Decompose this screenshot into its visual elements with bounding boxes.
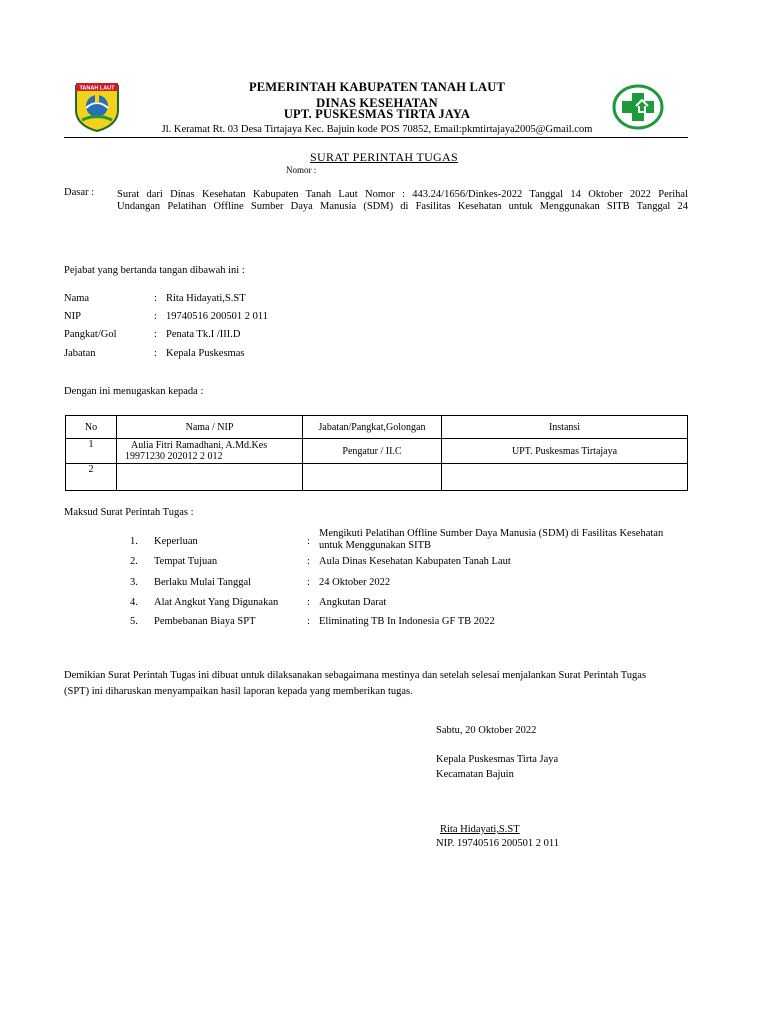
dasar-line-2: Undangan Pelatihan Offline Sumber Daya Manusia (SDM) di Fasilitas Kesehatan untuk Menggunakan SITB Tanggal 24 [117,201,688,212]
table-row [66,464,688,491]
nip-colon: : [154,311,157,322]
header-puskesmas: UPT. PUSKESMAS TIRTA JAYA [283,107,471,121]
row-nama-nip [117,439,303,464]
maksud-colon: : [307,616,310,627]
nama-colon: : [154,293,157,304]
signature-district: Kecamatan Bajuin [436,769,514,780]
row-jabatan: Pengatur / II.C [303,439,442,464]
maksud-num: 3. [130,577,138,588]
header-divider [64,137,688,138]
maksud-label: Pembebanan Biaya SPT [154,616,256,627]
maksud-title: Maksud Surat Perintah Tugas : [64,507,194,518]
row-no: 1 [66,439,117,464]
closing-paragraph: Demikian Surat Perintah Tugas ini dibuat untuk dilaksanakan sebagaimana mestinya dan setelah selesai menjalankan Surat Perintah Tugas (SPT) ini diharuskan menyampaikan hasil laporan kepada yang memberikan tugas. [64,670,647,697]
table-header-row [66,416,688,439]
row-nama: Aulia Fitri Ramadhani, A.Md.Kes [131,440,268,451]
assignee-table [65,415,688,491]
row-instansi: UPT. Puskesmas Tirtajaya [442,439,688,464]
jabatan-colon: : [154,348,157,359]
pangkat-colon: : [154,329,157,340]
maksud-num: 2. [130,556,138,567]
signature-nip: NIP. 19740516 200501 2 011 [436,838,559,849]
pangkat-value: Penata Tk.I /III.D [166,329,241,340]
row-nama-nip [117,464,303,491]
nama-label: Nama [64,293,90,304]
row-instansi [442,464,688,491]
document-title: SURAT PERINTAH TUGAS [310,150,458,164]
signature-date: Sabtu, 20 Oktober 2022 [436,725,537,736]
jabatan-value: Kepala Puskesmas [166,348,245,359]
signature-name: Rita Hidayati,S.ST [440,824,520,835]
maksud-label: Berlaku Mulai Tanggal [154,577,252,588]
menugaskan-intro: Dengan ini menugaskan kepada : [64,386,204,397]
header-government: PEMERINTAH KABUPATEN TANAH LAUT [248,80,506,94]
row-no: 2 [66,464,117,491]
maksud-colon: : [307,556,310,567]
maksud-value: Mengikuti Pelatihan Offline Sumber Daya Manusia (SDM) di Fasilitas Kesehatan untuk Menggunakan SITB [319,528,664,551]
pangkat-label: Pangkat/Gol [64,329,117,340]
dasar-label: Dasar : [64,187,95,198]
table-row [66,439,688,464]
header-dinas: DINAS KESEHATAN [316,96,438,110]
maksud-label: Keperluan [154,536,198,547]
maksud-num: 5. [130,616,138,627]
maksud-label: Tempat Tujuan [154,556,218,567]
dasar-line-1: Surat dari Dinas Kesehatan Kabupaten Tanah Laut Nomor : 443.24/1656/Dinkes-2022 Tanggal 14 Oktober 2022 Perihal [117,189,688,200]
jabatan-label: Jabatan [64,348,96,359]
maksud-colon: : [307,577,310,588]
maksud-colon: : [307,597,310,608]
document-number-label: Nomor : [286,165,317,175]
header-instansi: Instansi [442,416,688,439]
pejabat-intro: Pejabat yang bertanda tangan dibawah ini : [64,265,245,276]
maksud-num: 1. [130,536,138,547]
signature-position: Kepala Puskesmas Tirta Jaya [436,754,559,765]
maksud-colon: : [307,536,310,547]
maksud-label: Alat Angkut Yang Digunakan [154,597,279,608]
header-address: Jl. Keramat Rt. 03 Desa Tirtajaya Kec. Bajuin kode POS 70852, Email:pkmtirtajaya2005@Gmail.com [161,124,593,135]
emblem-text: TANAH LAUT [79,85,115,92]
header-no: No [66,416,117,439]
nip-label: NIP [64,311,81,322]
maksud-value: 24 Oktober 2022 [319,577,391,588]
maksud-value: Eliminating TB In Indonesia GF TB 2022 [319,616,495,627]
nip-value: 19740516 200501 2 011 [166,311,268,322]
row-nip: 19971230 202012 2 012 [125,451,223,462]
maksud-value: Aula Dinas Kesehatan Kabupaten Tanah Laut [319,556,511,567]
maksud-num: 4. [130,597,138,608]
header-jabatan: Jabatan/Pangkat,Golongan [303,416,442,439]
row-jabatan [303,464,442,491]
maksud-value: Angkutan Darat [319,597,387,608]
header-nama-nip: Nama / NIP [117,416,303,439]
nama-value: Rita Hidayati,S.ST [166,293,246,304]
